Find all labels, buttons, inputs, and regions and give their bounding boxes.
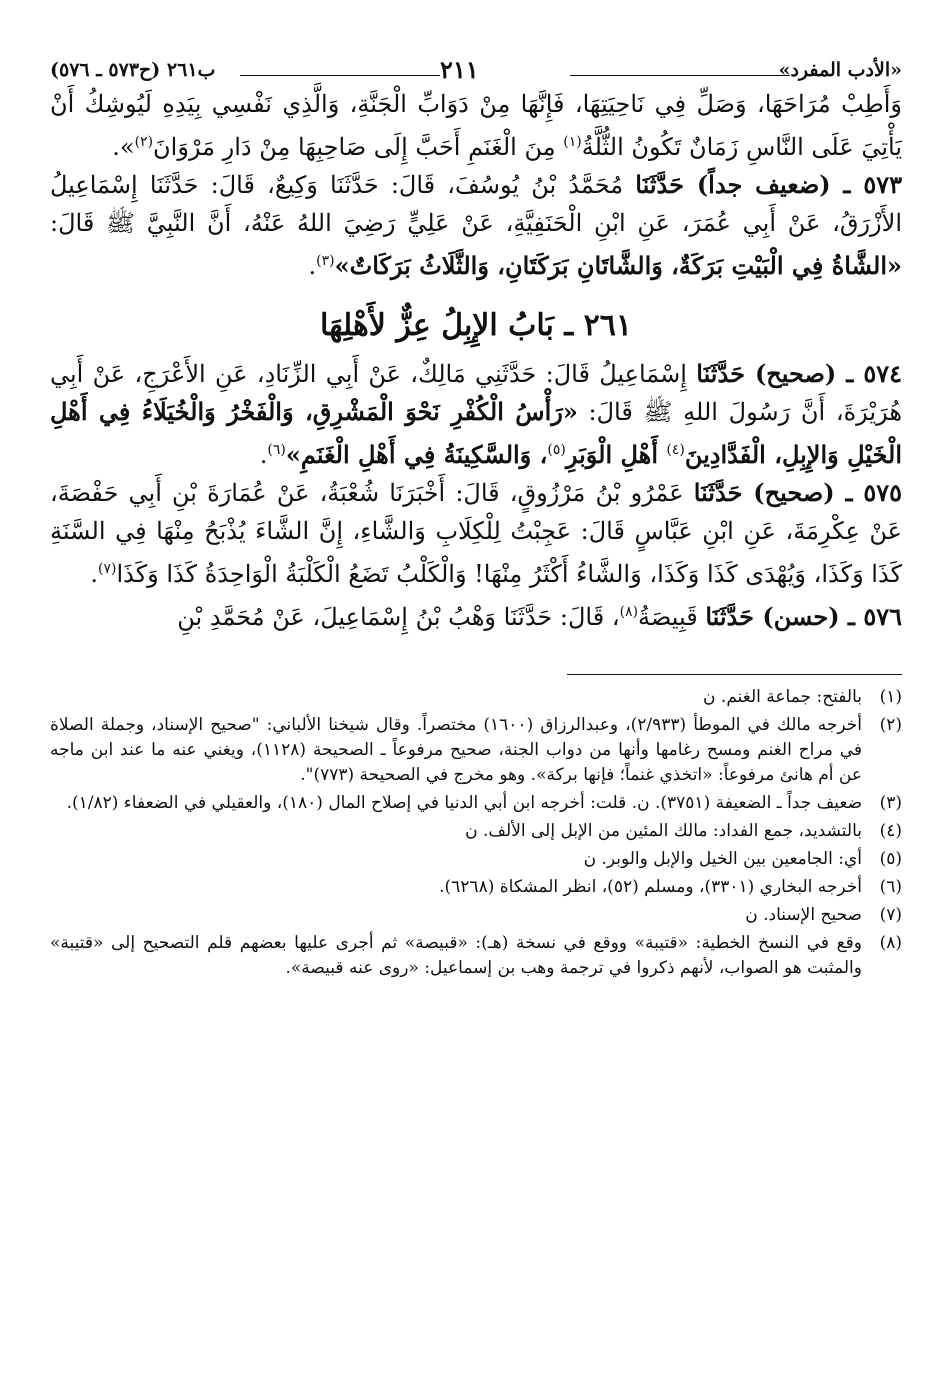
footnote-ref: (٣) (316, 253, 335, 269)
main-text (50, 85, 902, 636)
footnote-text: أخرجه البخاري (٣٣٠١)، ومسلم (٥٢)، انظر المشكاة (٦٢٦٨). (439, 877, 862, 897)
hadith-grade: (ضعيف جداً) (696, 170, 831, 199)
running-header (50, 55, 902, 85)
footnote (50, 875, 902, 900)
hadith-575 (50, 474, 902, 593)
footnote-ref: (٤) (666, 442, 685, 458)
hadith-573 (50, 166, 902, 285)
footnote (50, 819, 902, 844)
footnote-text: ضعيف جداً ـ الضعيفة (٣٧٥١). ن. قلت: أخرجه ابن أبي الدنيا في إصلاح المال (١٨٠)، والعقيلي في الضعفاء (١/٨٢). (66, 793, 862, 813)
continuation-paragraph (50, 85, 902, 166)
footnote (50, 847, 902, 872)
footnote-text: أي: الجامعين بين الخيل والإبل والوبر. ن (583, 849, 862, 869)
footnote-number: (٣) (879, 793, 902, 813)
footnote-number: (٥) (879, 849, 902, 869)
footnote (50, 791, 902, 816)
haddathana: حَدَّثَنَا (705, 602, 763, 631)
footnote-number: (١) (879, 687, 902, 707)
chapter-heading: ٢٦١ ـ بَابُ الإِبِلُ عِزٌّ لأَهْلِهَا (320, 308, 632, 343)
footnote-text: بالتشديد، جمع الفداد: مالك المئين من الإبل إلى الألف. ن (465, 821, 862, 841)
footnote-number: (٦) (879, 877, 902, 897)
matn: «رَأْسُ الْكُفْرِ نَحْوَ الْمَشْرِقِ، وَالْفَخْرُ وَالْخُيَلَاءُ فِي أَهْلِ الْخَيْلِ وَالإِبِلِ، الْفَدَّادِينَ (50, 397, 902, 469)
footnote-ref: (٨) (619, 604, 639, 620)
chapter-hadith-reference: ب٢٦١ (ح٥٧٣ ـ ٥٧٦) (50, 59, 216, 81)
footnote-ref: (٧) (98, 561, 117, 577)
book-title: «الأدب المفرد» (778, 59, 902, 81)
footnote-text: أخرجه مالك في الموطأ (٢/٩٣٣)، وعبدالرزاق (١٦٠٠) مختصراً. وقال شيخنا الألباني: "صحيح الإسناد، وجملة الصلاة في مراح الغنم ومسح رغامها وأنها من دواب الجنة، صحيح مرفوعاً ـ الصحيحة (١١٢٨)، ويغني عنه ما عند ابن ماجه عن أم هانئ مرفوعاً: «اتخذي غنماً؛ فإنها بركة». وهو مخرج في الصحيحة (٧٧٣)". (50, 715, 862, 785)
haddathana: حَدَّثَنَا (635, 170, 697, 199)
header-rule-left (240, 75, 440, 76)
footnote-ref: (٦) (267, 442, 286, 458)
matn: أَهْلِ الْوَبَرِ (565, 440, 667, 469)
footnotes (50, 685, 902, 981)
footnote-text: صحيح الإسناد. ن (745, 905, 862, 925)
header-rule-right (570, 75, 790, 76)
hadith-grade: (حسن) (762, 602, 840, 631)
footnote (50, 903, 902, 928)
punct: . (259, 441, 268, 469)
hadith-number: ٥٧٦ ـ (839, 602, 902, 631)
intro-text: وَأَطِبْ مُرَاحَهَا، وَصَلِّ فِي نَاحِيَتِهَا، فَإِنَّهَا مِنْ دَوَابِّ الْجَنَّةِ، وَالَّذِي نَفْسِي بِيَدِهِ لَيُوشِكُ أَنْ يَأْتِيَ عَلَى النَّاسِ زَمَانٌ تَكُونُ الثُّلَّةُ (50, 90, 902, 161)
footnote-ref: (١) (563, 134, 582, 150)
hadith-574 (50, 355, 902, 474)
footnote-ref: (٥) (547, 442, 566, 458)
hadith-grade: (صحيح) (754, 359, 837, 388)
isnad: إِسْمَاعِيلُ قَالَ: حَدَّثَنِي مَالِكٌ، عَنْ أَبِي الزِّنَادِ، عَنِ الأَعْرَجِ، عَنْ أَبِي هُرَيْرَةَ، أَنَّ رَسُولَ اللهِ ﷺ قَالَ: (50, 360, 902, 426)
matn: ، وَالسَّكِينَةُ فِي أَهْلِ الْغَنَمِ» (285, 440, 548, 469)
punct: . (90, 560, 98, 588)
book-page (50, 55, 902, 984)
footnote-text: وقع في النسخ الخطية: «قتيبة» ووقع في نسخة (هـ): «قبيصة» ثم أجرى عليها بعضهم قلم التصحيح إلى «قتيبة» والمثبت هو الصواب، لأنهم ذكروا في ترجمة وهب بن إسماعيل: «روى عنه قبيصة». (50, 933, 862, 978)
haddathana: حَدَّثَنَا (696, 359, 755, 388)
haddathana: حَدَّثَنَا (693, 478, 754, 507)
footnote (50, 685, 902, 710)
hadith-text: عَمْرُو بْنُ مَرْزُوقٍ، قَالَ: أَخْبَرَنَا شُعْبَةُ، عَنْ عُمَارَةَ بْنِ أَبِي حَفْصَةَ، عَنْ عِكْرِمَةَ، عَنِ ابْنِ عَبَّاسٍ قَالَ: عَجِبْتُ لِلْكِلَابِ وَالشَّاءِ، إِنَّ الشَّاءَ يُذْبَحُ مِنْهَا فِي السَّنَةِ كَذَا وَكَذَا، وَيُهْدَى كَذَا وَكَذَا، وَالشَّاءُ أَكْثَرُ مِنْهَا! وَالْكَلْبُ تَضَعُ الْكَلْبَةُ الْوَاحِدَةُ كَذَا وَكَذَا (50, 479, 902, 588)
hadith-576 (50, 593, 902, 636)
page-number: ٢١١ (440, 55, 479, 84)
footnote-number: (٤) (879, 821, 902, 841)
punct: ». (112, 133, 135, 161)
footnote-number: (٧) (879, 905, 902, 925)
intro-text-2: مِنَ الْغَنَمِ أَحَبَّ إِلَى صَاحِبِهَا مِنْ دَارِ مَرْوَانَ (153, 133, 564, 161)
narrator-name: قَبِيصَةُ (638, 603, 706, 631)
matn: «الشَّاةُ فِي الْبَيْتِ بَرَكَةٌ، وَالشَّاتَانِ بَرَكَتَانِ، وَالثَّلَاثُ بَرَكَاتٌ» (334, 251, 902, 280)
hadith-grade: (صحيح) (753, 478, 835, 507)
footnote (50, 713, 902, 788)
footnote (50, 931, 902, 981)
footnote-number: (٢) (879, 715, 902, 735)
hadith-number: ٥٧٣ ـ (830, 170, 903, 199)
footnote-number: (٨) (879, 933, 902, 953)
hadith-number: ٥٧٥ ـ (834, 478, 902, 507)
hadith-number: ٥٧٤ ـ (836, 359, 902, 388)
footnote-separator (567, 674, 902, 675)
isnad: مُحَمَّدُ بْنُ يُوسُفَ، قَالَ: حَدَّثَنَا وَكِيعٌ، قَالَ: حَدَّثَنَا إِسْمَاعِيلُ الأَزْرَقُ، عَنْ أَبِي عُمَرَ، عَنِ ابْنِ الْحَنَفِيَّةِ، عَنْ عَلِيٍّ رَضِيَ اللهُ عَنْهُ، أَنَّ النَّبِيَّ ﷺ قَالَ: (50, 171, 902, 237)
punct: . (308, 252, 317, 280)
footnote-ref: (٢) (134, 134, 154, 150)
footnote-text: بالفتح: جماعة الغنم. ن (703, 687, 862, 707)
hadith-text: ، قَالَ: حَدَّثَنَا وَهْبُ بْنُ إِسْمَاعِيلَ، عَنْ مُحَمَّدِ بْنِ (177, 603, 620, 631)
